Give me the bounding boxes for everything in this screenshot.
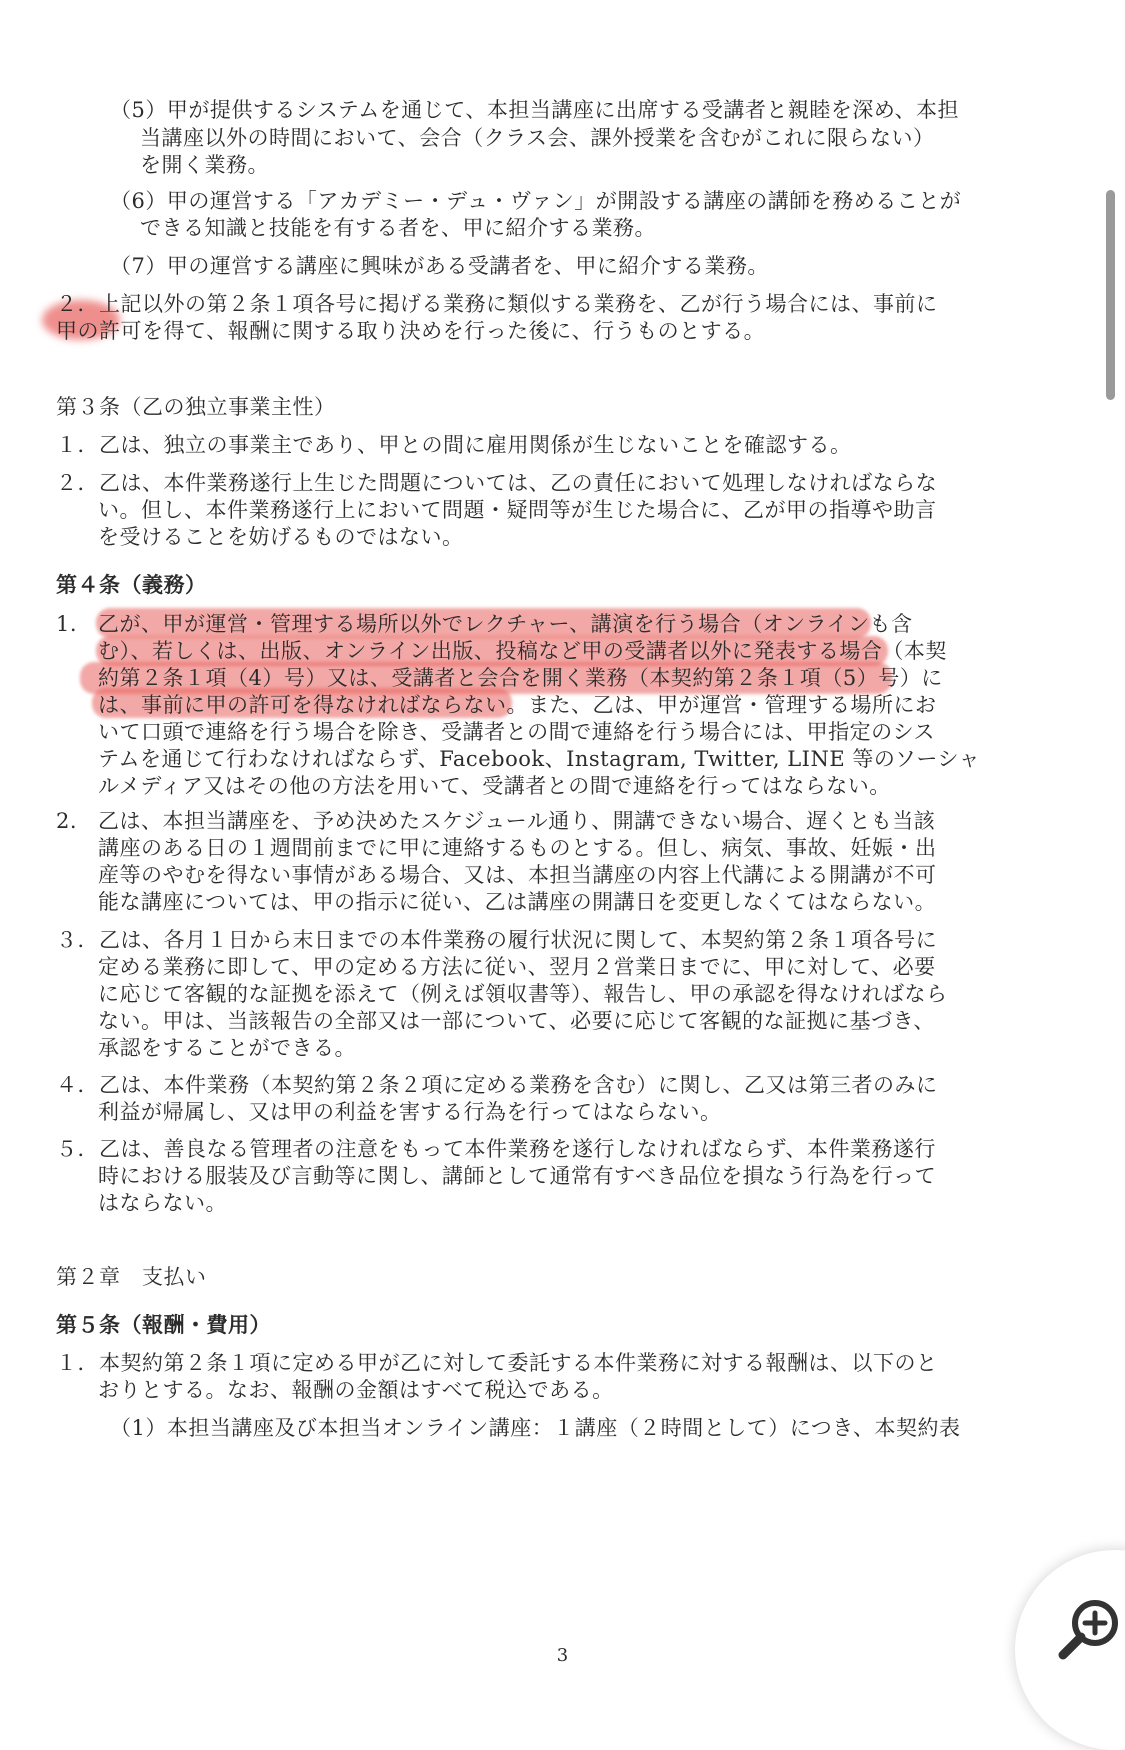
text-line: に応じて客観的な証拠を添えて（例えば領収書等）、報告し、甲の承認を得なければなら [98,982,948,1006]
zoom-in-icon [1055,1595,1125,1665]
text-line: はならない。 [98,1191,227,1215]
text-line: （6）甲の運営する「アカデミー・デュ・ヴァン」が開設する講座の講師を務めることが [110,189,962,213]
text-line: できる知識と技能を有する者を、甲に紹介する業務。 [140,216,656,240]
text-line: ３．乙は、各月１日から末日までの本件業務の履行状況に関して、本契約第２条１項各号に [56,928,938,952]
text-line: （7）甲の運営する講座に興味がある受講者を、甲に紹介する業務。 [110,254,769,278]
text-line: １．乙は、独立の事業主であり、甲との間に雇用関係が生じないことを確認する。 [56,433,852,457]
text-line: １．本契約第２条１項に定める甲が乙に対して委託する本件業務に対する報酬は、以下のと [56,1351,938,1375]
text-line: （5）甲が提供するシステムを通じて、本担当講座に出席する受講者と親睦を深め、本担 [110,98,959,122]
text-line: ない。甲は、当該報告の全部又は一部について、必要に応じて客観的な証拠に基づき、 [98,1009,935,1033]
text-line: 講座のある日の１週間前までに甲に連絡するものとする。但し、病気、事故、妊娠・出 [98,836,937,860]
text-line: ルメディア又はその他の方法を用いて、受講者との間で連絡を行ってはならない。 [98,774,891,798]
text-line: （1）本担当講座及び本担当オンライン講座：１講座（２時間として）につき、本契約表 [110,1416,961,1440]
text-line: 約第２条１項（4）号）又は、受講者と会合を開く業務（本契約第２条１項（5）号）に [98,666,943,690]
text-line: は、事前に甲の許可を得なければならない。また、乙は、甲が運営・管理する場所にお [98,693,937,717]
text-line: 乙が、甲が運営・管理する場所以外でレクチャー、講演を行う場合（オンラインも含 [98,612,913,636]
text-line: ２．乙は、本件業務遂行上生じた問題については、乙の責任において処理しなければならな [56,471,938,495]
text-line: 甲の許可を得て、報酬に関する取り決めを行った後に、行うものとする。 [56,319,766,343]
text-line: 当講座以外の時間において、会合（クラス会、課外授業を含むがこれに限らない） [140,126,935,150]
text-line: を受けることを妨げるものではない。 [98,525,464,549]
text-line: い。但し、本件業務遂行上において問題・疑問等が生じた場合に、乙が甲の指導や助言 [98,498,937,522]
text-line: を開く業務。 [140,153,269,177]
text-line: テムを通じて行わなければならず、Facebook、Instagram, Twitter, LINE 等のソーシャ [98,747,981,771]
text-line: いて口頭で連絡を行う場合を除き、受講者との間で連絡を行う場合には、甲指定のシス [98,720,936,744]
text-line: む）、若しくは、出版、オンライン出版、投稿など甲の受講者以外に発表する場合（本契 [98,639,947,663]
item-number: 2. [56,809,78,833]
text-line: 利益が帰属し、又は甲の利益を害する行為を行ってはならない。 [98,1100,722,1124]
article-heading: 第４条（義務） [56,572,207,597]
text-line: 産等のやむを得ない事情がある場合、又は、本担当講座の内容上代講による開講が不可 [98,863,937,887]
text-line: ４．乙は、本件業務（本契約第２条２項に定める業務を含む）に関し、乙又は第三者のみに [56,1073,938,1097]
text-line: 能な講座については、甲の指示に従い、乙は講座の開講日を変更しなくてはならない。 [98,890,937,914]
chapter-heading: 第２章 支払い [56,1265,207,1289]
scrollbar[interactable] [1106,190,1115,400]
text-line: 時における服装及び言動等に関し、講師として通常有すべき品位を損なう行為を行って [98,1164,937,1188]
text-line: ５．乙は、善良なる管理者の注意をもって本件業務を遂行しなければならず、本件業務遂行 [56,1137,936,1161]
text-line: 承認をすることができる。 [98,1036,356,1060]
text-line: 乙は、本担当講座を、予め決めたスケジュール通り、開講できない場合、遅くとも当該 [98,809,936,833]
article-heading: 第５条（報酬・費用） [56,1312,271,1337]
text-line: おりとする。なお、報酬の金額はすべて税込である。 [98,1378,614,1402]
page-number: 3 [556,1645,569,1666]
text-line: ２．上記以外の第２条１項各号に掲げる業務に類似する業務を、乙が行う場合には、事前に [56,292,938,316]
item-number: 1. [56,612,78,636]
text-line: 定める業務に即して、甲の定める方法に従い、翌月２営業日までに、甲に対して、必要 [98,955,936,979]
article-heading: 第３条（乙の独立事業主性） [56,395,336,419]
